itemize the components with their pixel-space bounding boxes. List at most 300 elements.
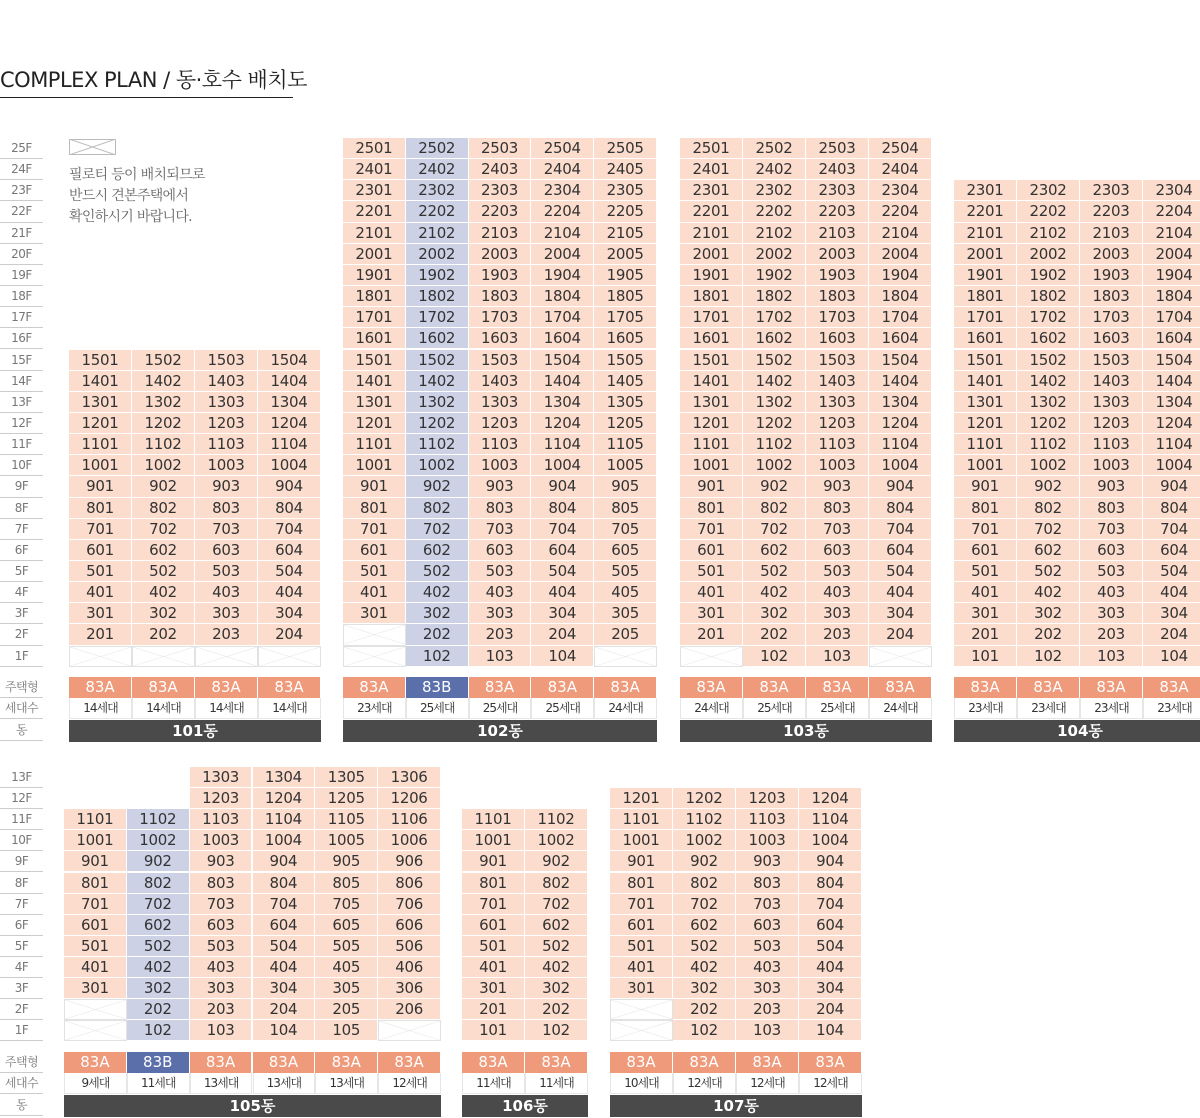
unit-cell[interactable]: 901 — [343, 476, 406, 497]
unit-cell[interactable]: 801 — [343, 498, 406, 519]
unit-cell[interactable]: 1202 — [743, 413, 806, 434]
unit-cell[interactable]: 1301 — [343, 392, 406, 413]
unit-cell[interactable]: 101 — [954, 646, 1017, 667]
unit-cell[interactable]: 1102 — [743, 434, 806, 455]
unit-cell[interactable]: 1306 — [378, 767, 441, 788]
unit-cell[interactable]: 2303 — [1080, 180, 1143, 201]
unit-cell[interactable]: 301 — [680, 603, 743, 624]
unit-cell[interactable]: 705 — [315, 894, 378, 915]
unit-cell[interactable]: 2103 — [1080, 223, 1143, 244]
unit-cell[interactable]: 1201 — [610, 788, 673, 809]
unit-cell[interactable]: 706 — [378, 894, 441, 915]
unit-cell[interactable]: 1601 — [954, 328, 1017, 349]
unit-cell[interactable]: 2404 — [869, 159, 932, 180]
unit-cell[interactable]: 2302 — [406, 180, 469, 201]
unit-cell[interactable]: 604 — [253, 915, 316, 936]
unit-cell[interactable]: 204 — [1143, 624, 1200, 645]
unit-cell[interactable]: 2403 — [806, 159, 869, 180]
unit-cell[interactable]: 1801 — [343, 286, 406, 307]
unit-cell[interactable]: 204 — [531, 624, 594, 645]
unit-cell[interactable]: 1001 — [954, 455, 1017, 476]
unit-cell[interactable]: 204 — [258, 624, 321, 645]
unit-cell[interactable]: 202 — [132, 624, 195, 645]
unit-cell[interactable]: 804 — [253, 873, 316, 894]
unit-cell[interactable]: 701 — [610, 894, 673, 915]
unit-cell[interactable]: 801 — [680, 498, 743, 519]
unit-cell[interactable]: 705 — [594, 519, 657, 540]
unit-cell[interactable]: 703 — [806, 519, 869, 540]
unit-cell[interactable]: 902 — [1017, 476, 1080, 497]
unit-cell[interactable]: 802 — [1017, 498, 1080, 519]
unit-cell[interactable]: 404 — [531, 582, 594, 603]
unit-cell[interactable]: 1902 — [1017, 265, 1080, 286]
unit-cell[interactable]: 2104 — [531, 223, 594, 244]
unit-cell[interactable]: 304 — [1143, 603, 1200, 624]
unit-cell[interactable]: 303 — [469, 603, 532, 624]
unit-cell[interactable]: 506 — [378, 936, 441, 957]
unit-cell[interactable]: 305 — [315, 978, 378, 999]
unit-cell[interactable]: 303 — [736, 978, 799, 999]
unit-cell[interactable]: 103 — [736, 1020, 799, 1041]
unit-cell[interactable]: 601 — [64, 915, 127, 936]
unit-cell[interactable]: 1003 — [736, 830, 799, 851]
unit-cell[interactable]: 2003 — [469, 244, 532, 265]
unit-cell[interactable]: 1102 — [525, 809, 588, 830]
unit-cell[interactable]: 2305 — [594, 180, 657, 201]
unit-cell[interactable]: 2203 — [1080, 201, 1143, 222]
unit-cell[interactable]: 1101 — [343, 434, 406, 455]
unit-cell[interactable]: 502 — [1017, 561, 1080, 582]
unit-cell[interactable]: 801 — [462, 873, 525, 894]
unit-cell[interactable]: 305 — [594, 603, 657, 624]
unit-cell[interactable]: 505 — [315, 936, 378, 957]
unit-cell[interactable]: 1501 — [69, 350, 132, 371]
unit-cell[interactable]: 404 — [258, 582, 321, 603]
unit-cell[interactable]: 202 — [406, 624, 469, 645]
unit-cell[interactable]: 103 — [806, 646, 869, 667]
unit-cell[interactable]: 704 — [1143, 519, 1200, 540]
unit-cell[interactable]: 204 — [799, 999, 862, 1020]
unit-cell[interactable]: 2101 — [954, 223, 1017, 244]
unit-cell[interactable]: 1804 — [869, 286, 932, 307]
unit-cell[interactable]: 402 — [525, 957, 588, 978]
unit-cell[interactable]: 2101 — [343, 223, 406, 244]
unit-cell[interactable]: 903 — [736, 851, 799, 872]
unit-cell[interactable]: 402 — [406, 582, 469, 603]
unit-cell[interactable]: 102 — [525, 1020, 588, 1041]
unit-cell[interactable]: 1803 — [469, 286, 532, 307]
unit-cell[interactable]: 1704 — [1143, 307, 1200, 328]
unit-cell[interactable]: 904 — [1143, 476, 1200, 497]
unit-cell[interactable]: 502 — [127, 936, 190, 957]
unit-cell[interactable]: 702 — [406, 519, 469, 540]
unit-cell[interactable]: 2104 — [869, 223, 932, 244]
unit-cell[interactable]: 803 — [806, 498, 869, 519]
unit-cell[interactable]: 1101 — [69, 434, 132, 455]
unit-cell[interactable]: 201 — [954, 624, 1017, 645]
unit-cell[interactable]: 603 — [190, 915, 253, 936]
unit-cell[interactable]: 1103 — [190, 809, 253, 830]
unit-cell[interactable]: 1203 — [469, 413, 532, 434]
unit-cell[interactable]: 1803 — [1080, 286, 1143, 307]
unit-cell[interactable]: 801 — [64, 873, 127, 894]
unit-cell[interactable]: 602 — [525, 915, 588, 936]
unit-cell[interactable]: 1705 — [594, 307, 657, 328]
unit-cell[interactable]: 2301 — [343, 180, 406, 201]
unit-cell[interactable]: 2504 — [869, 138, 932, 159]
unit-cell[interactable]: 304 — [258, 603, 321, 624]
unit-cell[interactable]: 1703 — [806, 307, 869, 328]
unit-cell[interactable]: 1702 — [1017, 307, 1080, 328]
unit-cell[interactable]: 205 — [315, 999, 378, 1020]
unit-cell[interactable]: 903 — [190, 851, 253, 872]
unit-cell[interactable]: 202 — [743, 624, 806, 645]
unit-cell[interactable]: 704 — [258, 519, 321, 540]
unit-cell[interactable]: 1002 — [743, 455, 806, 476]
unit-cell[interactable]: 2102 — [406, 223, 469, 244]
unit-cell[interactable]: 404 — [1143, 582, 1200, 603]
unit-cell[interactable]: 404 — [799, 957, 862, 978]
unit-cell[interactable]: 1503 — [195, 350, 258, 371]
unit-cell[interactable]: 802 — [525, 873, 588, 894]
unit-cell[interactable]: 1103 — [195, 434, 258, 455]
unit-cell[interactable]: 604 — [1143, 540, 1200, 561]
unit-cell[interactable]: 702 — [127, 894, 190, 915]
unit-cell[interactable]: 402 — [132, 582, 195, 603]
unit-cell[interactable]: 403 — [469, 582, 532, 603]
unit-cell[interactable]: 301 — [64, 978, 127, 999]
unit-cell[interactable]: 2202 — [406, 201, 469, 222]
unit-cell[interactable]: 302 — [127, 978, 190, 999]
unit-cell[interactable]: 1503 — [806, 350, 869, 371]
unit-cell[interactable]: 902 — [525, 851, 588, 872]
unit-cell[interactable]: 1101 — [64, 809, 127, 830]
unit-cell[interactable]: 1604 — [1143, 328, 1200, 349]
unit-cell[interactable]: 904 — [258, 476, 321, 497]
unit-cell[interactable]: 502 — [673, 936, 736, 957]
unit-cell[interactable]: 902 — [127, 851, 190, 872]
unit-cell[interactable]: 1001 — [680, 455, 743, 476]
unit-cell[interactable]: 504 — [799, 936, 862, 957]
unit-cell[interactable]: 1501 — [680, 350, 743, 371]
unit-cell[interactable]: 103 — [469, 646, 532, 667]
unit-cell[interactable]: 1001 — [64, 830, 127, 851]
unit-cell[interactable]: 1604 — [531, 328, 594, 349]
unit-cell[interactable]: 1601 — [680, 328, 743, 349]
unit-cell[interactable]: 1003 — [190, 830, 253, 851]
unit-cell[interactable]: 902 — [132, 476, 195, 497]
unit-cell[interactable]: 304 — [253, 978, 316, 999]
unit-cell[interactable]: 2302 — [743, 180, 806, 201]
unit-cell[interactable]: 1302 — [1017, 392, 1080, 413]
unit-cell[interactable]: 1604 — [869, 328, 932, 349]
unit-cell[interactable]: 2404 — [531, 159, 594, 180]
unit-cell[interactable]: 1106 — [378, 809, 441, 830]
unit-cell[interactable]: 802 — [406, 498, 469, 519]
unit-cell[interactable]: 504 — [531, 561, 594, 582]
unit-cell[interactable]: 502 — [406, 561, 469, 582]
unit-cell[interactable]: 1904 — [1143, 265, 1200, 286]
unit-cell[interactable]: 1701 — [954, 307, 1017, 328]
unit-cell[interactable]: 1505 — [594, 350, 657, 371]
unit-cell[interactable]: 902 — [673, 851, 736, 872]
unit-cell[interactable]: 1401 — [69, 371, 132, 392]
unit-cell[interactable]: 303 — [195, 603, 258, 624]
unit-cell[interactable]: 1603 — [1080, 328, 1143, 349]
unit-cell[interactable]: 1204 — [799, 788, 862, 809]
unit-cell[interactable]: 1004 — [258, 455, 321, 476]
unit-cell[interactable]: 503 — [806, 561, 869, 582]
unit-cell[interactable]: 1304 — [869, 392, 932, 413]
unit-cell[interactable]: 1504 — [1143, 350, 1200, 371]
unit-cell[interactable]: 203 — [469, 624, 532, 645]
unit-cell[interactable]: 202 — [525, 999, 588, 1020]
unit-cell[interactable]: 1104 — [258, 434, 321, 455]
unit-cell[interactable]: 501 — [462, 936, 525, 957]
unit-cell[interactable]: 2202 — [743, 201, 806, 222]
unit-cell[interactable]: 1002 — [127, 830, 190, 851]
unit-cell[interactable]: 1204 — [869, 413, 932, 434]
unit-cell[interactable]: 406 — [378, 957, 441, 978]
unit-cell[interactable]: 104 — [1143, 646, 1200, 667]
unit-cell[interactable]: 905 — [315, 851, 378, 872]
unit-cell[interactable]: 103 — [190, 1020, 253, 1041]
unit-cell[interactable]: 2504 — [531, 138, 594, 159]
unit-cell[interactable]: 1602 — [743, 328, 806, 349]
unit-cell[interactable]: 2004 — [869, 244, 932, 265]
unit-cell[interactable]: 1601 — [343, 328, 406, 349]
unit-cell[interactable]: 1206 — [378, 788, 441, 809]
unit-cell[interactable]: 1201 — [680, 413, 743, 434]
unit-cell[interactable]: 505 — [594, 561, 657, 582]
unit-cell[interactable]: 1104 — [1143, 434, 1200, 455]
unit-cell[interactable]: 1904 — [869, 265, 932, 286]
unit-cell[interactable]: 201 — [69, 624, 132, 645]
unit-cell[interactable]: 804 — [799, 873, 862, 894]
unit-cell[interactable]: 1204 — [1143, 413, 1200, 434]
unit-cell[interactable]: 1204 — [258, 413, 321, 434]
unit-cell[interactable]: 1002 — [525, 830, 588, 851]
unit-cell[interactable]: 701 — [69, 519, 132, 540]
unit-cell[interactable]: 103 — [1080, 646, 1143, 667]
unit-cell[interactable]: 903 — [806, 476, 869, 497]
unit-cell[interactable]: 902 — [406, 476, 469, 497]
unit-cell[interactable]: 1006 — [378, 830, 441, 851]
unit-cell[interactable]: 2405 — [594, 159, 657, 180]
unit-cell[interactable]: 1704 — [531, 307, 594, 328]
unit-cell[interactable]: 1304 — [253, 767, 316, 788]
unit-cell[interactable]: 1701 — [680, 307, 743, 328]
unit-cell[interactable]: 1204 — [253, 788, 316, 809]
unit-cell[interactable]: 1404 — [531, 371, 594, 392]
unit-cell[interactable]: 102 — [127, 1020, 190, 1041]
unit-cell[interactable]: 105 — [315, 1020, 378, 1041]
unit-cell[interactable]: 1002 — [1017, 455, 1080, 476]
unit-cell[interactable]: 1001 — [610, 830, 673, 851]
unit-cell[interactable]: 301 — [343, 603, 406, 624]
unit-cell[interactable]: 1104 — [869, 434, 932, 455]
unit-cell[interactable]: 1504 — [531, 350, 594, 371]
unit-cell[interactable]: 1004 — [869, 455, 932, 476]
unit-cell[interactable]: 2304 — [531, 180, 594, 201]
unit-cell[interactable]: 501 — [610, 936, 673, 957]
unit-cell[interactable]: 1702 — [406, 307, 469, 328]
unit-cell[interactable]: 501 — [343, 561, 406, 582]
unit-cell[interactable]: 806 — [378, 873, 441, 894]
unit-cell[interactable]: 306 — [378, 978, 441, 999]
unit-cell[interactable]: 1402 — [406, 371, 469, 392]
unit-cell[interactable]: 501 — [954, 561, 1017, 582]
unit-cell[interactable]: 1003 — [469, 455, 532, 476]
unit-cell[interactable]: 605 — [315, 915, 378, 936]
unit-cell[interactable]: 2503 — [469, 138, 532, 159]
unit-cell[interactable]: 1405 — [594, 371, 657, 392]
unit-cell[interactable]: 403 — [736, 957, 799, 978]
unit-cell[interactable]: 1802 — [743, 286, 806, 307]
unit-cell[interactable]: 104 — [799, 1020, 862, 1041]
unit-cell[interactable]: 1004 — [253, 830, 316, 851]
unit-cell[interactable]: 1203 — [190, 788, 253, 809]
unit-cell[interactable]: 1303 — [469, 392, 532, 413]
unit-cell[interactable]: 301 — [69, 603, 132, 624]
unit-cell[interactable]: 2204 — [1143, 201, 1200, 222]
unit-cell[interactable]: 1102 — [673, 809, 736, 830]
unit-cell[interactable]: 1502 — [743, 350, 806, 371]
unit-cell[interactable]: 405 — [594, 582, 657, 603]
unit-cell[interactable]: 1203 — [1080, 413, 1143, 434]
unit-cell[interactable]: 801 — [610, 873, 673, 894]
unit-cell[interactable]: 1801 — [680, 286, 743, 307]
unit-cell[interactable]: 1804 — [531, 286, 594, 307]
unit-cell[interactable]: 1101 — [954, 434, 1017, 455]
unit-cell[interactable]: 802 — [127, 873, 190, 894]
unit-cell[interactable]: 701 — [954, 519, 1017, 540]
unit-cell[interactable]: 205 — [594, 624, 657, 645]
unit-cell[interactable]: 1202 — [132, 413, 195, 434]
unit-cell[interactable]: 1503 — [469, 350, 532, 371]
unit-cell[interactable]: 401 — [343, 582, 406, 603]
unit-cell[interactable]: 2102 — [1017, 223, 1080, 244]
unit-cell[interactable]: 1901 — [680, 265, 743, 286]
unit-cell[interactable]: 2204 — [869, 201, 932, 222]
unit-cell[interactable]: 903 — [469, 476, 532, 497]
unit-cell[interactable]: 1203 — [195, 413, 258, 434]
unit-cell[interactable]: 604 — [258, 540, 321, 561]
unit-cell[interactable]: 601 — [69, 540, 132, 561]
unit-cell[interactable]: 1603 — [806, 328, 869, 349]
unit-cell[interactable]: 905 — [594, 476, 657, 497]
unit-cell[interactable]: 2003 — [806, 244, 869, 265]
unit-cell[interactable]: 2002 — [406, 244, 469, 265]
unit-cell[interactable]: 402 — [743, 582, 806, 603]
unit-cell[interactable]: 1404 — [1143, 371, 1200, 392]
unit-cell[interactable]: 1303 — [806, 392, 869, 413]
unit-cell[interactable]: 1201 — [954, 413, 1017, 434]
unit-cell[interactable]: 802 — [743, 498, 806, 519]
unit-cell[interactable]: 1101 — [680, 434, 743, 455]
unit-cell[interactable]: 102 — [406, 646, 469, 667]
unit-cell[interactable]: 2202 — [1017, 201, 1080, 222]
unit-cell[interactable]: 2001 — [680, 244, 743, 265]
unit-cell[interactable]: 302 — [406, 603, 469, 624]
unit-cell[interactable]: 302 — [743, 603, 806, 624]
unit-cell[interactable]: 1301 — [680, 392, 743, 413]
unit-cell[interactable]: 201 — [680, 624, 743, 645]
unit-cell[interactable]: 1302 — [406, 392, 469, 413]
unit-cell[interactable]: 1002 — [673, 830, 736, 851]
unit-cell[interactable]: 404 — [869, 582, 932, 603]
unit-cell[interactable]: 1802 — [1017, 286, 1080, 307]
unit-cell[interactable]: 2402 — [406, 159, 469, 180]
unit-cell[interactable]: 203 — [1080, 624, 1143, 645]
unit-cell[interactable]: 604 — [531, 540, 594, 561]
unit-cell[interactable]: 1004 — [1143, 455, 1200, 476]
unit-cell[interactable]: 1204 — [531, 413, 594, 434]
unit-cell[interactable]: 802 — [673, 873, 736, 894]
unit-cell[interactable]: 504 — [1143, 561, 1200, 582]
unit-cell[interactable]: 1905 — [594, 265, 657, 286]
unit-cell[interactable]: 1801 — [954, 286, 1017, 307]
unit-cell[interactable]: 503 — [190, 936, 253, 957]
unit-cell[interactable]: 703 — [190, 894, 253, 915]
unit-cell[interactable]: 303 — [190, 978, 253, 999]
unit-cell[interactable]: 2003 — [1080, 244, 1143, 265]
unit-cell[interactable]: 1001 — [462, 830, 525, 851]
unit-cell[interactable]: 601 — [954, 540, 1017, 561]
unit-cell[interactable]: 1302 — [132, 392, 195, 413]
unit-cell[interactable]: 805 — [594, 498, 657, 519]
unit-cell[interactable]: 804 — [531, 498, 594, 519]
unit-cell[interactable]: 503 — [195, 561, 258, 582]
unit-cell[interactable]: 1303 — [195, 392, 258, 413]
unit-cell[interactable]: 203 — [806, 624, 869, 645]
unit-cell[interactable]: 1903 — [469, 265, 532, 286]
unit-cell[interactable]: 1903 — [806, 265, 869, 286]
unit-cell[interactable]: 1902 — [743, 265, 806, 286]
unit-cell[interactable]: 1504 — [258, 350, 321, 371]
unit-cell[interactable]: 1202 — [406, 413, 469, 434]
unit-cell[interactable]: 2002 — [1017, 244, 1080, 265]
unit-cell[interactable]: 604 — [799, 915, 862, 936]
unit-cell[interactable]: 1103 — [736, 809, 799, 830]
unit-cell[interactable]: 1001 — [69, 455, 132, 476]
unit-cell[interactable]: 801 — [69, 498, 132, 519]
unit-cell[interactable]: 1804 — [1143, 286, 1200, 307]
unit-cell[interactable]: 1504 — [869, 350, 932, 371]
unit-cell[interactable]: 401 — [954, 582, 1017, 603]
unit-cell[interactable]: 904 — [869, 476, 932, 497]
unit-cell[interactable]: 1101 — [462, 809, 525, 830]
unit-cell[interactable]: 2303 — [806, 180, 869, 201]
unit-cell[interactable]: 504 — [869, 561, 932, 582]
unit-cell[interactable]: 704 — [531, 519, 594, 540]
unit-cell[interactable]: 1002 — [132, 455, 195, 476]
unit-cell[interactable]: 102 — [743, 646, 806, 667]
unit-cell[interactable]: 603 — [469, 540, 532, 561]
unit-cell[interactable]: 801 — [954, 498, 1017, 519]
unit-cell[interactable]: 2301 — [680, 180, 743, 201]
unit-cell[interactable]: 1501 — [343, 350, 406, 371]
unit-cell[interactable]: 204 — [253, 999, 316, 1020]
unit-cell[interactable]: 603 — [806, 540, 869, 561]
unit-cell[interactable]: 1401 — [680, 371, 743, 392]
unit-cell[interactable]: 1001 — [343, 455, 406, 476]
unit-cell[interactable]: 301 — [954, 603, 1017, 624]
unit-cell[interactable]: 401 — [69, 582, 132, 603]
unit-cell[interactable]: 901 — [680, 476, 743, 497]
unit-cell[interactable]: 2503 — [806, 138, 869, 159]
unit-cell[interactable]: 804 — [258, 498, 321, 519]
